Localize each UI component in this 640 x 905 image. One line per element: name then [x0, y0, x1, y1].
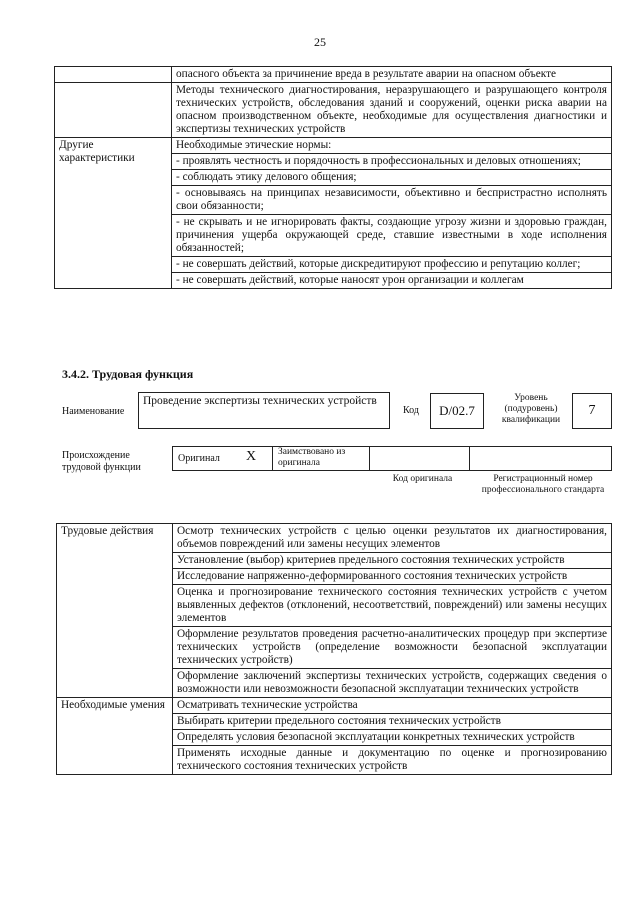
- table-cell: Оценка и прогнозирование технического состояния технических устройств с учетом выявленных дефектов (отклонений, несоответствий, повреждений) или замены несущих элементов: [173, 585, 612, 627]
- table-cell: Применять исходные данные и документацию по оценке и прогнозированию технического состояния технических устройств: [173, 746, 612, 775]
- table-row: [57, 698, 612, 714]
- reg-number-caption: Регистрационный номер профессионального стандарта: [481, 474, 605, 495]
- table-row: [57, 524, 612, 553]
- table-cell: Выбирать критерии предельного состояния технических устройств: [173, 714, 612, 730]
- level-box: [572, 393, 612, 429]
- code-original-box: [370, 446, 470, 471]
- table-cell: Методы технического диагностирования, неразрушающего и разрушающего контроля технических устройств, обследования зданий и сооружений, оценки риска аварии на опасном производственном объекте, необходимые для осуществления диагностики и экспертизы технических устройств: [172, 83, 612, 138]
- table-cell: - не скрывать и не игнорировать факты, создающие угрозу жизни и здоровью граждан, причинения ущерба окружающей среде, ставшие известными в ходе исполнения обязанностей;: [172, 215, 612, 257]
- group-label-skills: Необходимые умения: [57, 698, 173, 775]
- name-label: Наименование: [62, 406, 125, 417]
- table-cell: Осмотр технических устройств с целью оценки результатов их диагностирования, объемов повреждений или замены несущих элементов: [173, 524, 612, 553]
- table-cell: Определять условия безопасной эксплуатации конкретных технических устройств: [173, 730, 612, 746]
- reg-number-box: [470, 446, 612, 471]
- table-cell: - основываясь на принципах независимости, объективно и беспристрастно исполнять свои обязанности;: [172, 186, 612, 215]
- page-number: 25: [314, 35, 326, 49]
- origin-label: Происхождение трудовой функции: [62, 450, 141, 473]
- level-label: Уровень (подуровень) квалификации: [501, 393, 561, 425]
- row-label: [55, 67, 172, 83]
- table-cell: - проявлять честность и порядочность в профессиональных и деловых отношениях;: [172, 154, 612, 170]
- table-cell: Установление (выбор) критериев предельного состояния технических устройств: [173, 553, 612, 569]
- table-cell: Оформление заключений экспертизы технических устройств, содержащих сведения о возможности или невозможности безопасной эксплуатации технических устройств: [173, 669, 612, 698]
- table-cell: Осматривать технические устройства: [173, 698, 612, 714]
- section-title: 3.4.2. Трудовая функция: [62, 367, 194, 381]
- table-cell: - не совершать действий, которые наносят урон организации и коллегам: [172, 273, 612, 289]
- row-label: [55, 83, 172, 138]
- main-table: [56, 523, 612, 775]
- table-cell: Исследование напряженно-деформированного состояния технических устройств: [173, 569, 612, 585]
- table-row: [55, 67, 612, 83]
- table-cell: - соблюдать этику делового общения;: [172, 170, 612, 186]
- code-value: D/02.7: [439, 403, 475, 418]
- table-cell: Оформление результатов проведения расчетно-аналитических процедур при экспертизе технических устройств (определение возможности безопасной эксплуатации технических устройств): [173, 627, 612, 669]
- level-value: 7: [588, 403, 596, 418]
- table-cell: - не совершать действий, которые дискредитируют профессию и репутацию коллег;: [172, 257, 612, 273]
- table-cell: Необходимые этические нормы:: [172, 138, 612, 154]
- table-row: [55, 83, 612, 138]
- code-box: [430, 393, 484, 429]
- function-name: Проведение экспертизы технических устройств: [143, 395, 377, 407]
- group-label-actions: Трудовые действия: [57, 524, 173, 698]
- original-mark: X: [246, 449, 257, 464]
- code-label: Код: [403, 405, 419, 416]
- code-original-caption: Код оригинала: [392, 474, 453, 484]
- top-table: [54, 66, 612, 289]
- table-row: [55, 138, 612, 154]
- original-label: Оригинал: [178, 453, 220, 464]
- function-name-box: [138, 392, 390, 429]
- borrowed-label: Заимствовано из оригинала: [278, 447, 346, 468]
- row-label-other: Другие характеристики: [55, 138, 172, 289]
- table-cell: опасного объекта за причинение вреда в результате аварии на опасном объекте: [172, 67, 612, 83]
